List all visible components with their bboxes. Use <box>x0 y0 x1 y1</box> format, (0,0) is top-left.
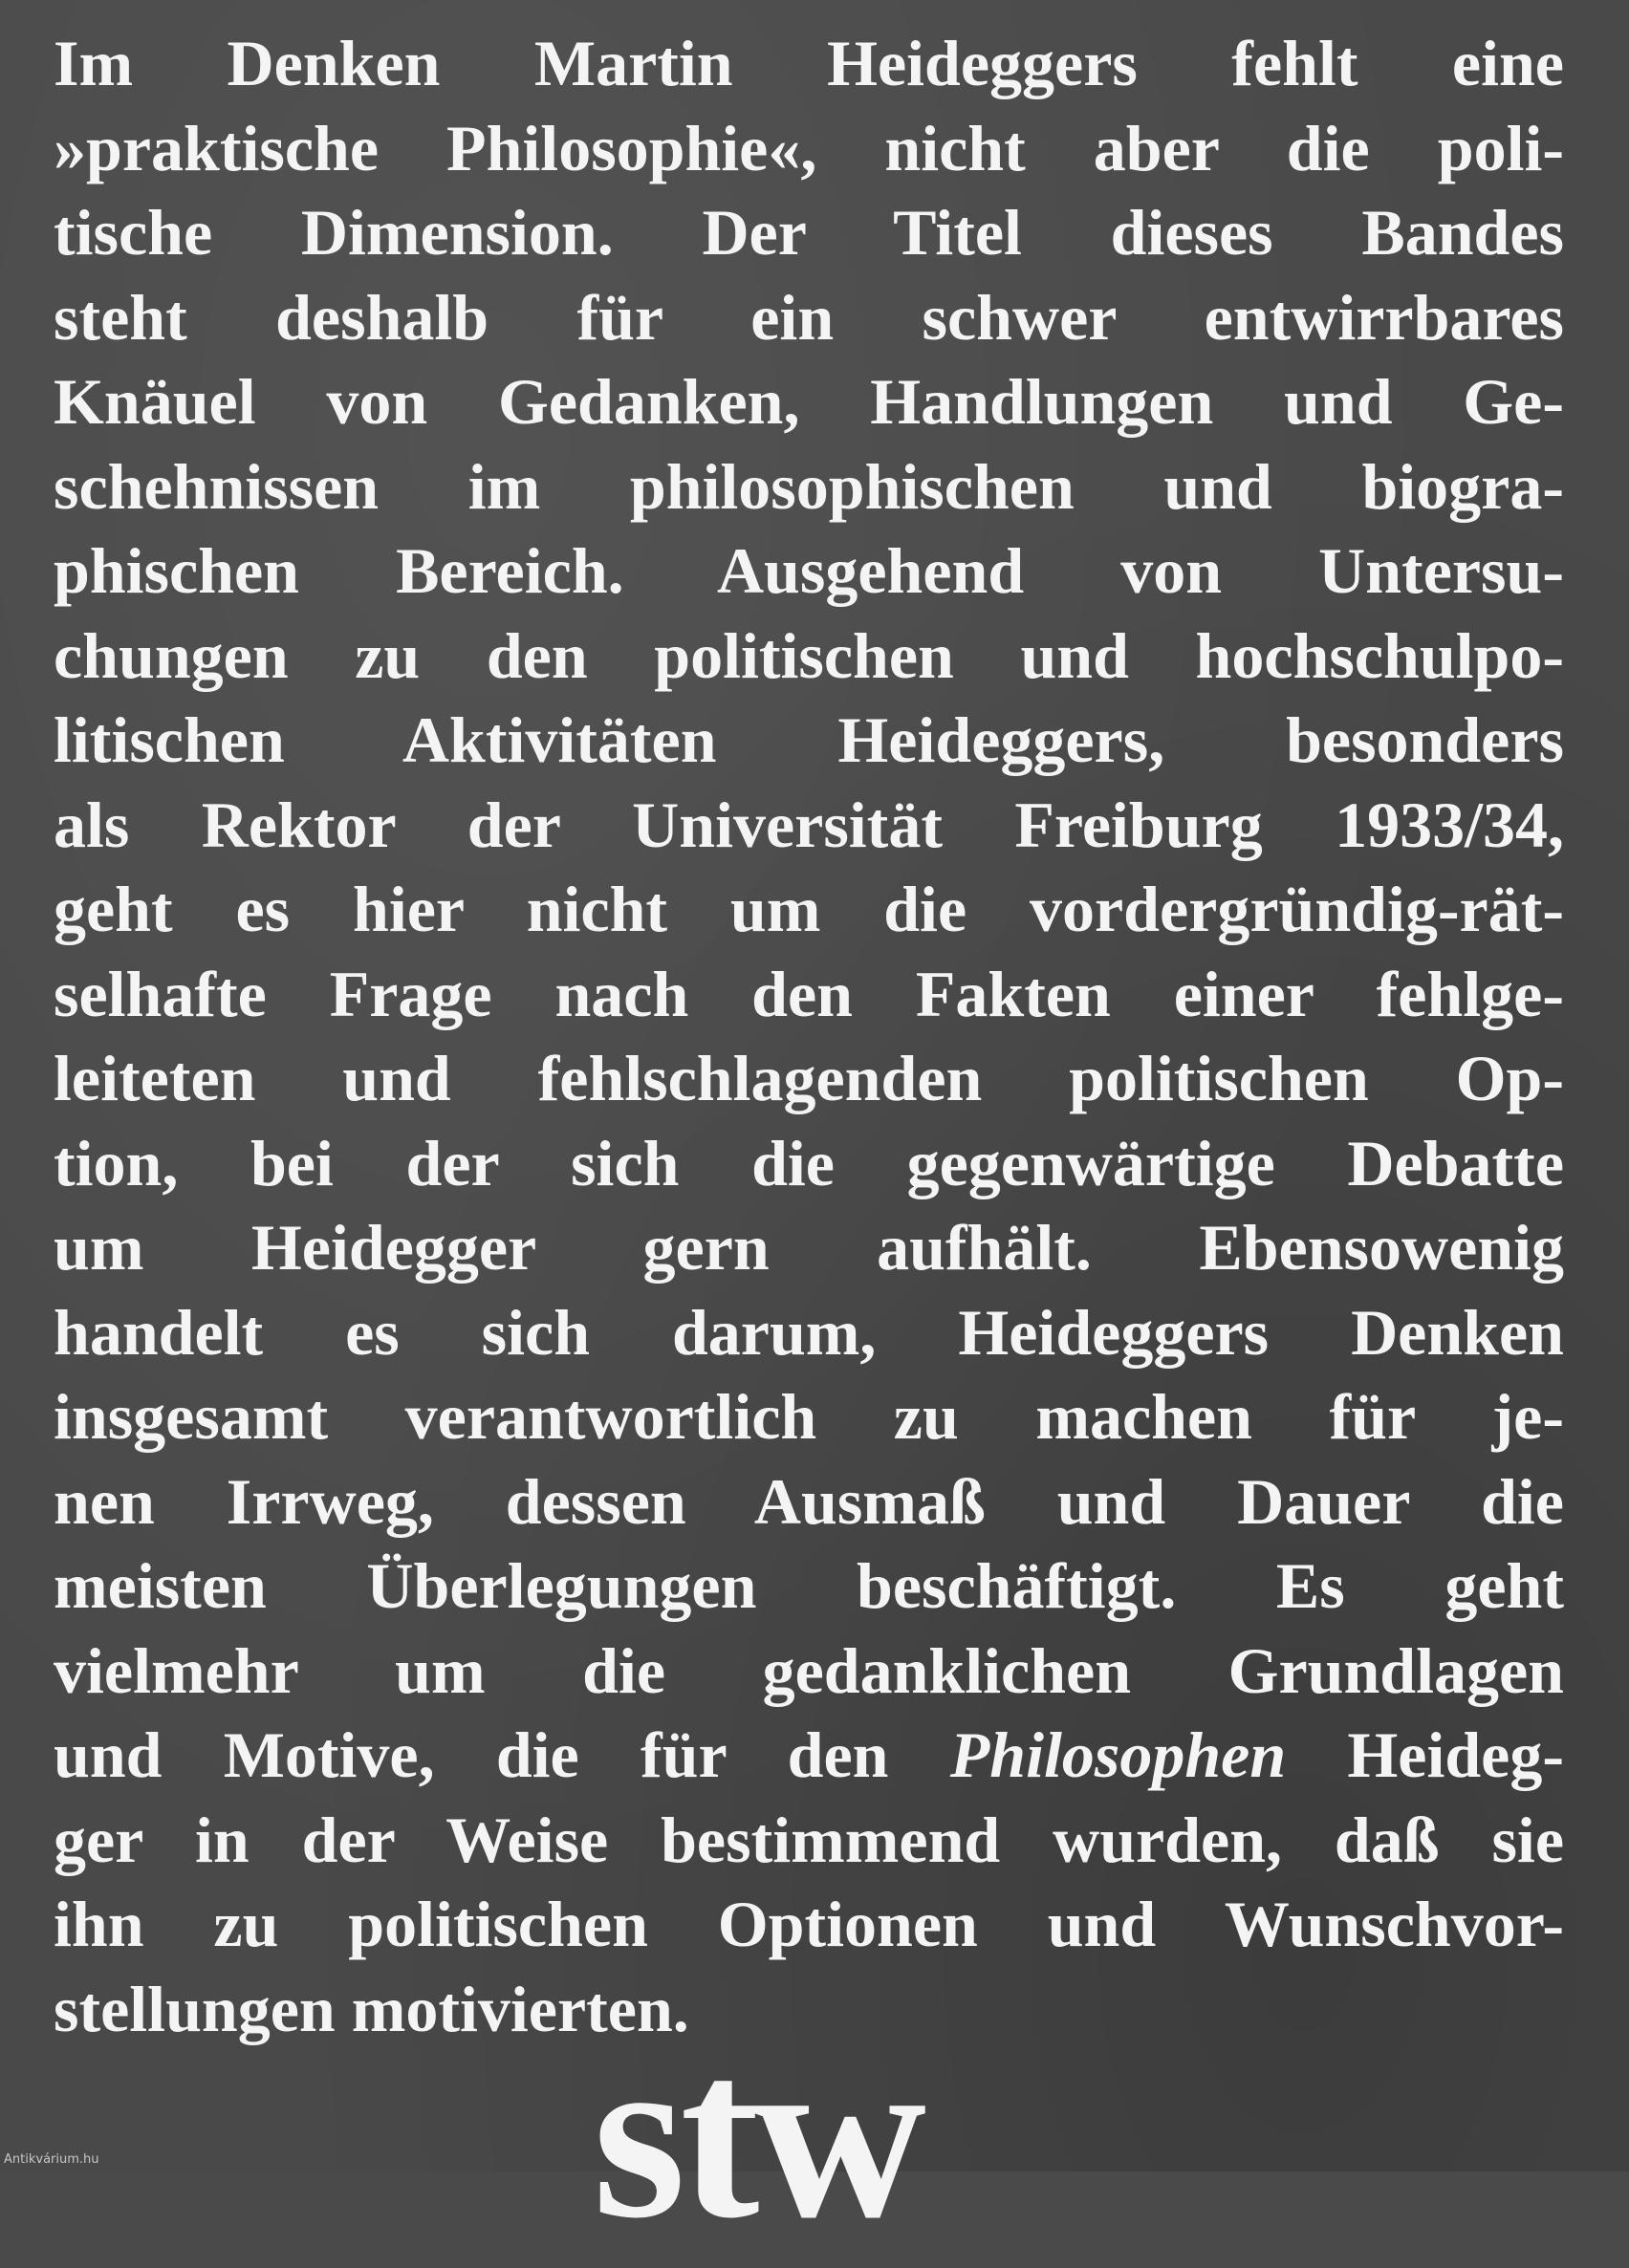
blurb-line-21 <box>54 1713 1564 1798</box>
blurb-text <box>54 21 1564 2051</box>
blurb-line-16: handelt es sich darum, Heideggers Denken <box>54 1295 1564 1369</box>
blurb-line-9: litischen Aktivitäten Heideggers, besonders <box>54 703 1564 776</box>
blurb-line-17: insgesamt verantwortlich zu machen für je- <box>54 1380 1564 1453</box>
blurb-line-8: chungen zu den politischen und hochschulpo- <box>54 618 1564 692</box>
blurb-line-21-start: und Motive, die für den <box>54 1718 950 1791</box>
blurb-line-13: leiteten und fehlschlagenden politischen Op- <box>54 1042 1564 1114</box>
blurb-line-6: schehnissen im philosophischen und biogra- <box>54 449 1564 523</box>
blurb-line-2: »praktische Philosophie«, nicht aber die poli- <box>54 111 1564 184</box>
blurb-line-5: Knäuel von Gedanken, Handlungen und Ge- <box>54 365 1564 438</box>
blurb-line-23: ihn zu politischen Optionen und Wunschvor- <box>54 1888 1564 1960</box>
blurb-line-14: tion, bei der sich die gegenwärtige Debatte <box>54 1126 1564 1199</box>
watermark: Antikvárium.hu <box>4 2152 99 2167</box>
blurb-line-3: tische Dimension. Der Titel dieses Bandes <box>54 196 1564 269</box>
blurb-line-20: vielmehr um die gedanklichen Grundlagen <box>54 1633 1564 1707</box>
blurb-line-24: stellungen motivierten. <box>54 1972 689 2045</box>
blurb-line-12: selhafte Frage nach den Fakten einer fehlge- <box>54 957 1564 1030</box>
blurb-line-22: ger in der Weise bestimmend wurden, daß sie <box>54 1803 1564 1876</box>
blurb-line-15: um Heidegger gern aufhält. Ebensowenig <box>54 1211 1564 1284</box>
blurb-line-1: Im Denken Martin Heideggers fehlt eine <box>54 27 1564 99</box>
emphasis-philosophen: Philosophen <box>949 1718 1287 1791</box>
blurb-line-11: geht es hier nicht um die vordergründig-rät- <box>54 873 1564 945</box>
blurb-line-10: als Rektor der Universität Freiburg 1933/34, <box>54 788 1564 861</box>
publisher-logo: stw <box>593 2003 922 2268</box>
blurb-line-19: meisten Überlegungen beschäftigt. Es geht <box>54 1549 1564 1622</box>
blurb-line-18: nen Irrweg, dessen Ausmaß und Dauer die <box>54 1464 1564 1538</box>
blurb-line-7: phischen Bereich. Ausgehend von Untersu- <box>54 534 1564 607</box>
blurb-line-4: steht deshalb für ein schwer entwirrbares <box>54 280 1564 354</box>
blurb-line-21-end: Heideg- <box>1286 1718 1564 1791</box>
